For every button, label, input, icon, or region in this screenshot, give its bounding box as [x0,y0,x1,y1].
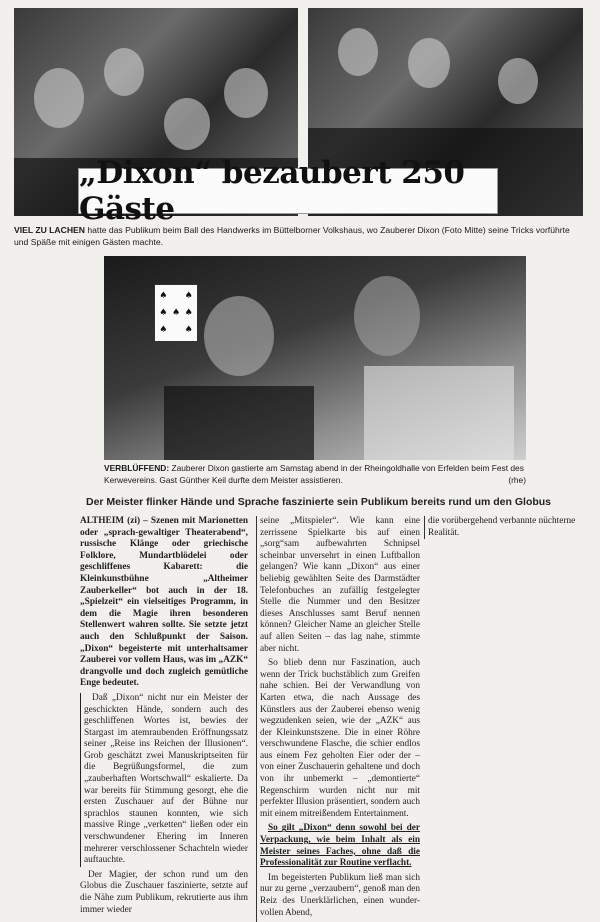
paragraph-3: Der Magier, der schon rund um den Globus die Zuschauer faszinierte, setzte auf die Nähe zum Publikum, rekrutierte aus ihm immer wieder [80,869,248,915]
paragraph-2: Daß „Dixon“ nicht nur ein Meister der geschickten Hände, sondern auch des geschliffenen Wortes ist, bewies der Stargast im atemraubenden Eröffnungssatz seiner „Reise ins Reichen der Illusionen“. Grob geschätzt zwei Manuskriptseiten für die Begrüßungsformel, die zum „zauberhaften Wortschwall“ eskalierte. Da war bereits für Stimmung gesorgt, ehe die ersten Zuschauer auf der Bühne nur sprachlos staunen konnten, wie sich massive Ringe „verketten“ ließen oder ein verschwundener Ehering im Inneren mehrerer verschlossener Schachteln wieder auftauchte. [84,692,248,866]
headline-text: „Dixon“ bezaubert 250 Gäste [79,155,465,227]
photo-dixon-card-trick [104,256,526,460]
caption-top-text: hatte das Publikum beim Ball des Handwerks im Büttelborner Volkshaus, wo Zauberer Dixon (Foto Mitte) seine Tricks vorführte und Späße mit einigen Gästen machte. [14,225,570,247]
paragraph-5: So blieb denn nur Faszination, auch wenn der Trick buchstäblich zum Greifen nahe schien. Bei der Verwandlung von Karten etwa, die nach Aussage des Künstlers aus der Zauberei ebenso wenig wegzudenken seien, wie der „AZK“ aus der Kleinkunstszene. Die in einer Röhre verschwundene Flasche, die schier endlos aus einem Fez geholten Eier oder der – von einer Zuschauerin gehaltene und doch von ihr unbemerkt – „demontierte“ Regenschirm wurden nicht nur mit perfekter Illusion präsentiert, sondern auch mit einem mitreißendem Entertainment. [260,658,420,819]
highlight-bracket [80,693,248,867]
article-column-3 [424,516,598,539]
paragraph-7: Im begeisterten Publikum ließ man sich nur zu gerne „verzaubern“, genoß man den Reiz des Unerklärlichen, einen wunder-vollen Abend, [260,872,420,918]
caption-top-lead: VIEL ZU LACHEN [14,225,85,235]
caption-middle-text: Zauberer Dixon gastierte am Samstag abend in der Rheingoldhalle von Erfelden beim Fest des Kerwevereins. Gast Günther Keil durfte dem Meister assistieren. [104,463,524,485]
subheadline [86,496,596,508]
headline [78,155,498,227]
paragraph-6: So gilt „Dixon“ denn sowohl bei der Verpackung, wie beim Inhalt als ein Meister seines Faches, ohne daß die Professionalität zur Routine verflacht. [260,823,420,869]
playing-card-icon: ♠ ♠ ♠ ♠ ♠ ♠ ♠ [154,284,198,342]
caption-middle-lead: VERBLÜFFEND: [104,463,170,473]
paragraph-8: die vorübergehend verbannte nüchterne Realität. [428,516,576,538]
paragraph-4: seine „Mitspieler“. Wie kann eine zerrissene Spielkarte bis auf einen „sorg“sam aufbewahrten Schnipsel scheinbar unversehrt in einen Luftballon gelangen? Wie kann „Dixon“ aus einer beliebig gewählten Seite des Darmstädter Telefonbuches an zufällig festgelegter Stelle die Nummer und den Besitzer dieses Anschlusses samt Beruf nennen können? Gleicher Name an gleicher Stelle auf allen Seiten – das lag nahe, stimmte aber nicht. [260,516,420,654]
caption-top [14,224,584,248]
paragraph-intro: ALTHEIM (zi) – Szenen mit Marionetten oder „sprach-gewaltiger Theaterabend“, russische Klänge oder griechische Folklore, Mundartblödelei oder geschliffenes Kabarett: die Kleinkunstbühne „Altheimer Zauberkeller“ bot auch in der 18. „Spielzeit“ ein vielseitiges Programm, in dem die Magie ihren besonderen Stellenwert wahren sollte. Sie setzte jetzt auch den Schlußpunkt der Saison. „Dixon“ begeisterte mit unterhaltsamer Zauberei vor vollem Haus, was im „AZK“ drangvolle und doch zugleich gemütliche Enge bedeutet. [80,516,248,689]
caption-middle-credit: (rhe) [508,475,526,485]
article-column-2 [256,516,420,922]
subheadline-text: Der Meister flinker Hände und Sprache faszinierte sein Publikum bereits rund um den Globus [86,496,552,508]
article-column-1 [80,516,248,919]
caption-middle [104,462,526,486]
